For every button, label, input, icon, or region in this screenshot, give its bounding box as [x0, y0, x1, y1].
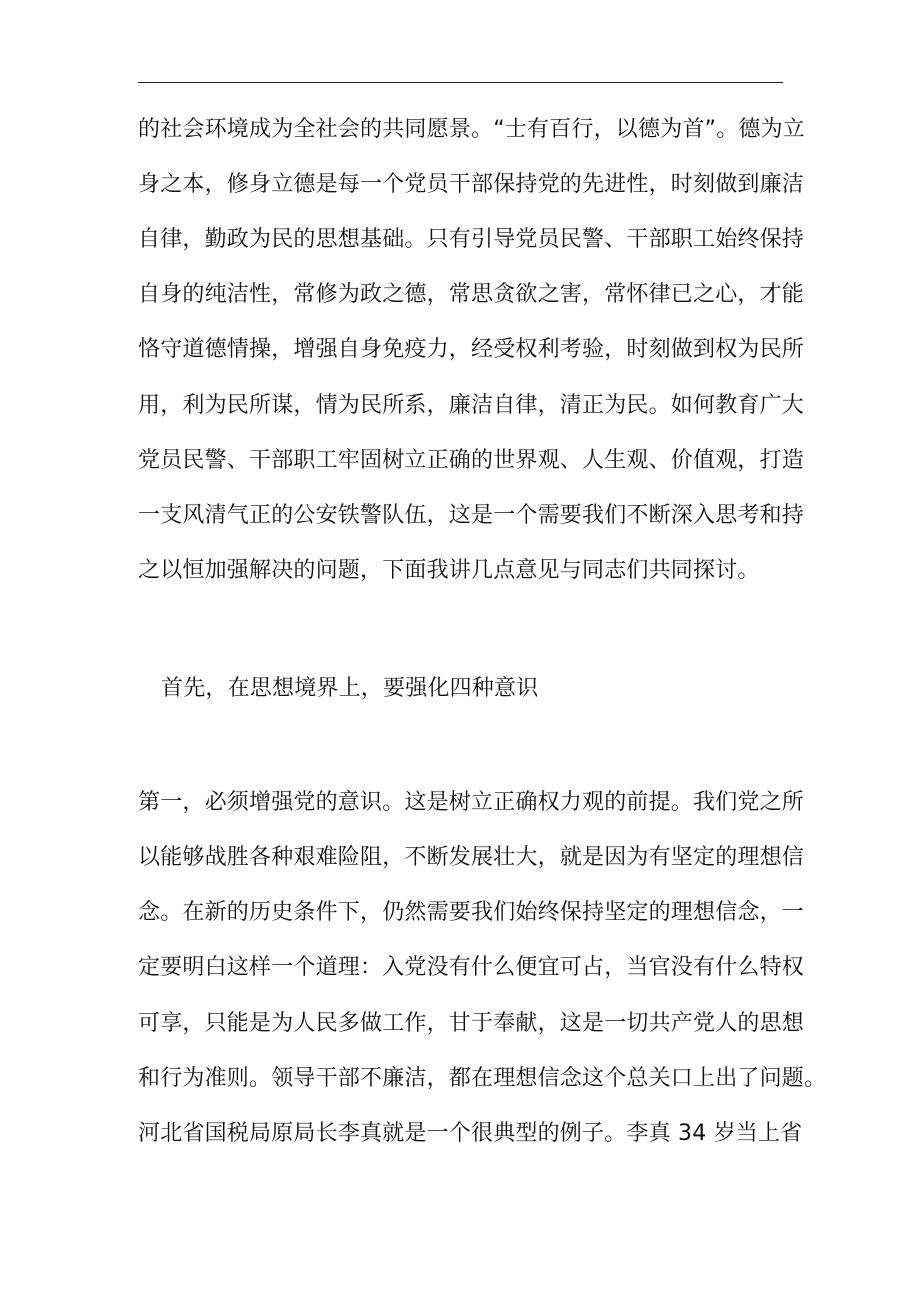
body-line: 党员民警、干部职工牢固树立正确的世界观、人生观、价值观，打造 — [138, 448, 805, 473]
body-line: 定要明白这样一个道理：入党没有什么便宜可占，当官没有什么特权 — [138, 955, 805, 980]
section-heading: 首先，在思想境界上，要强化四种意识 — [161, 676, 539, 701]
body-line: 的社会环境成为全社会的共同愿景。“士有百行，以德为首”。德为立 — [138, 117, 805, 142]
body-line: 以能够战胜各种艰难险阻，不断发展壮大，就是因为有坚定的理想信 — [138, 845, 805, 870]
body-line: 第一，必须增强党的意识。这是树立正确权力观的前提。我们党之所 — [138, 790, 805, 815]
body-line: 一支风清气正的公安铁警队伍，这是一个需要我们不断深入思考和持 — [138, 503, 805, 528]
header-rule — [138, 82, 783, 83]
body-line: 可享，只能是为人民多做工作，甘于奉献，这是一切共产党人的思想 — [138, 1011, 805, 1036]
body-line: 和行为准则。领导干部不廉洁，都在理想信念这个总关口上出了问题。 — [138, 1066, 827, 1091]
body-line: 河北省国税局原局长李真就是一个很典型的例子。李真 34 岁当上省 — [138, 1121, 803, 1146]
body-line: 念。在新的历史条件下，仍然需要我们始终保持坚定的理想信念，一 — [138, 900, 805, 925]
body-line: 自律，勤政为民的思想基础。只有引导党员民警、干部职工始终保持 — [138, 227, 805, 252]
body-line: 自身的纯洁性，常修为政之德，常思贪欲之害，常怀律已之心，才能 — [138, 282, 805, 307]
body-line: 之以恒加强解决的问题，下面我讲几点意见与同志们共同探讨。 — [138, 558, 760, 583]
body-line: 恪守道德情操，增强自身免疫力，经受权利考验，时刻做到权为民所 — [138, 337, 805, 362]
body-line: 身之本，修身立德是每一个党员干部保持党的先进性，时刻做到廉洁 — [138, 172, 805, 197]
body-line: 用，利为民所谋，情为民所系，廉洁自律，清正为民。如何教育广大 — [138, 393, 805, 418]
